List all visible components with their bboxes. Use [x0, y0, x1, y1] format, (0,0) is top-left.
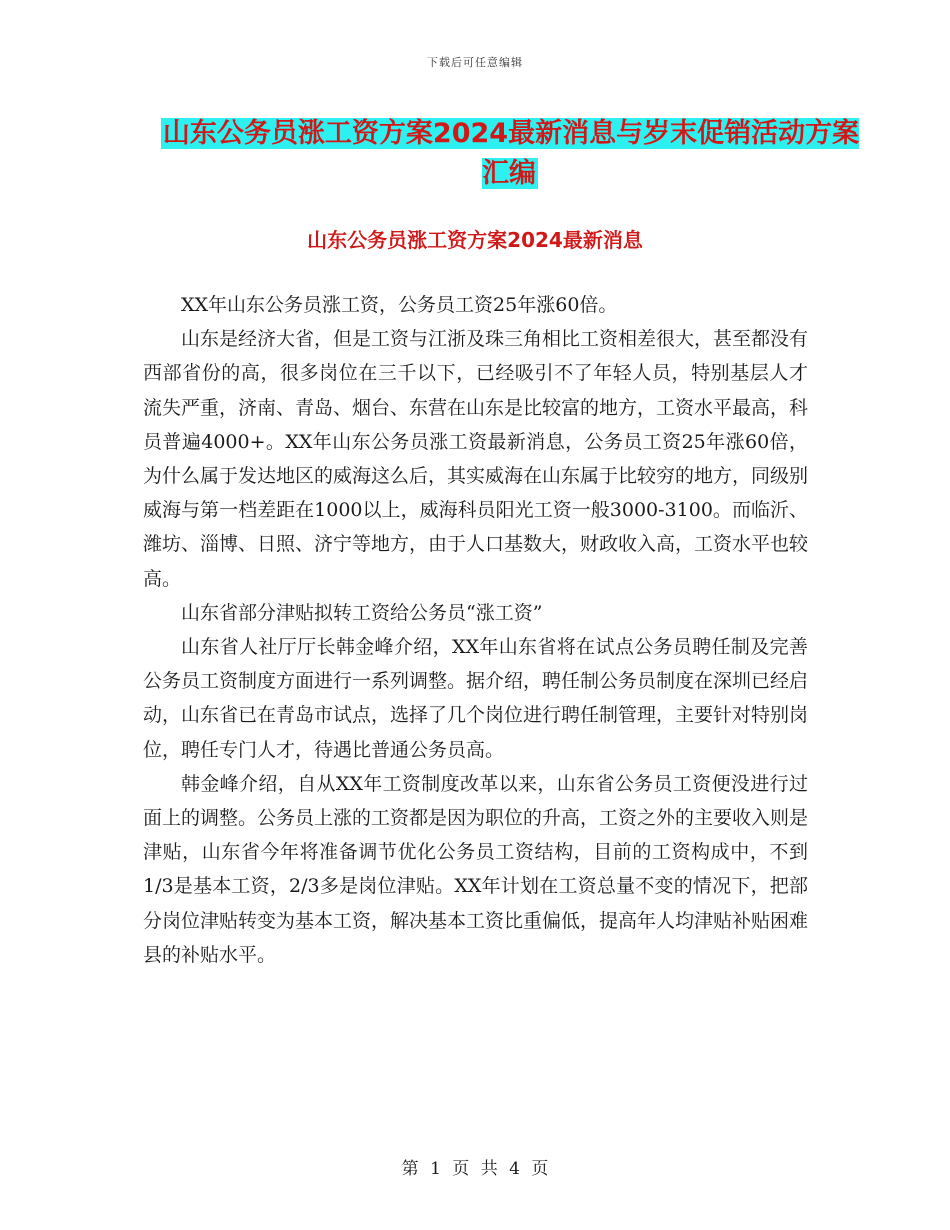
paragraph: 山东省人社厅厅长韩金峰介绍，XX年山东省将在试点公务员聘任制及完善公务员工资制度方面进行一系列调整。据介绍，聘任制公务员制度在深圳已经启动，山东省已在青岛市试点，选择了几个岗位进行聘任制管理，主要针对特别岗位，聘任专门人才，待遇比普通公务员高。	[143, 636, 809, 761]
document-title	[150, 114, 870, 194]
paragraph: XX年山东公务员涨工资，公务员工资25年涨60倍。	[181, 294, 618, 316]
paragraph: 山东省部分津贴拟转工资给公务员“涨工资”	[181, 601, 543, 624]
document-body	[143, 288, 808, 972]
paragraph: 韩金峰介绍，自从XX年工资制度改革以来，山东省公务员工资便没进行过面上的调整。公务员上涨的工资都是因为职位的升高，工资之外的主要收入则是津贴，山东省今年将准备调节优化公务员工资结构，目前的工资构成中，不到1/3是基本工资，2/3多是岗位津贴。XX年计划在工资总量不变的情况下，把部分岗位津贴转变为基本工资，解决基本工资比重偏低，提高年人均津贴补贴困难县的补贴水平。	[143, 772, 809, 966]
section-title: 山东公务员涨工资方案2024最新消息	[307, 228, 643, 252]
page-number: 第 1 页 共 4 页	[401, 1159, 549, 1179]
document-title-text: 山东公务员涨工资方案2024最新消息与岁末促销活动方案汇编	[162, 118, 860, 189]
paragraph: 山东是经济大省，但是工资与江浙及珠三角相比工资相差很大，甚至都没有西部省份的高，很多岗位在三千以下，已经吸引不了年轻人员，特别基层人才 流失严重，济南、青岛、烟台、东营在山东是比较富的地方，工资水平最高，科员普遍4000+。XX年山东公务员涨工资最新消息，公务员工资25年涨60倍，为什么属于发达地区的威海这么后，其实威海在山东属于比较穷的地方，同级别威海与第一档差距在1000以上，威海科员阳光工资一般3000-3100。而临沂、潍坊、淄博、日照、济宁等地方，由于人口基数大，财政收入高，工资水平也较高。	[143, 328, 809, 590]
header-note: 下载后可任意编辑	[427, 56, 523, 69]
